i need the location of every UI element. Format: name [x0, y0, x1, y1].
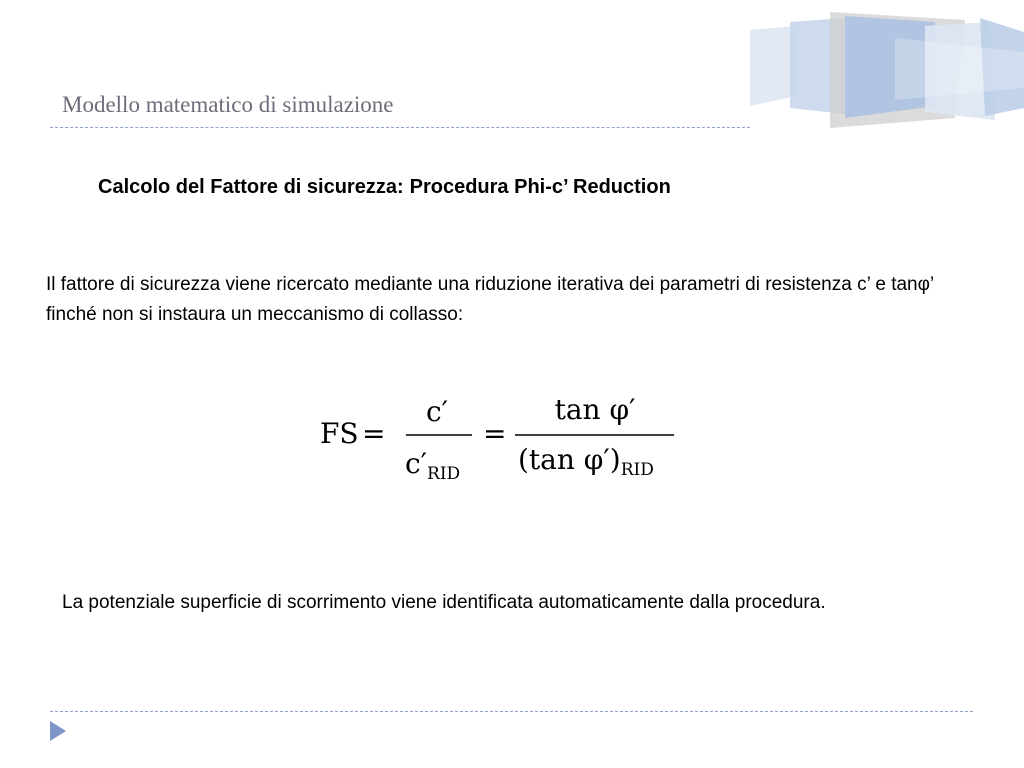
- title-divider: [50, 127, 750, 128]
- ribbon-decoration-icon: [745, 8, 1024, 133]
- formula-frac1-den-sub: RID: [427, 464, 461, 484]
- formula-frac2-den-sub: RID: [620, 460, 654, 480]
- formula-frac1-den-base: c′: [405, 447, 428, 480]
- subheading-part-1: Calcolo del Fattore di sicurezza:: [98, 176, 404, 198]
- conclusion-paragraph: La potenziale superficie di scorrimento viene identificata automaticamente dalla procedura.: [62, 592, 826, 613]
- formula-frac1-numerator: c′: [425, 395, 449, 428]
- formula-lhs: FS: [320, 417, 359, 450]
- play-arrow-icon: [50, 721, 66, 741]
- formula-frac2-numerator: tan φ′: [554, 393, 636, 426]
- formula-frac1-denominator: [405, 447, 460, 484]
- subheading: [98, 176, 671, 199]
- formula-frac2-den-base: (tan φ′): [518, 443, 621, 476]
- footer-divider: [50, 711, 973, 712]
- formula-equals-1: =: [362, 417, 386, 450]
- formula-frac2-denominator: [518, 443, 654, 480]
- safety-factor-formula: [300, 385, 700, 495]
- formula-equals-2: =: [483, 417, 507, 450]
- slide-title: Modello matematico di simulazione: [62, 92, 394, 117]
- subheading-part-2: Procedura Phi-c’ Reduction: [409, 176, 671, 198]
- intro-paragraph: Il fattore di sicurezza viene ricercato mediante una riduzione iterativa dei parametri di resistenza c’ e tanφ’ finché non si instaura un meccanismo di collasso:: [46, 274, 934, 325]
